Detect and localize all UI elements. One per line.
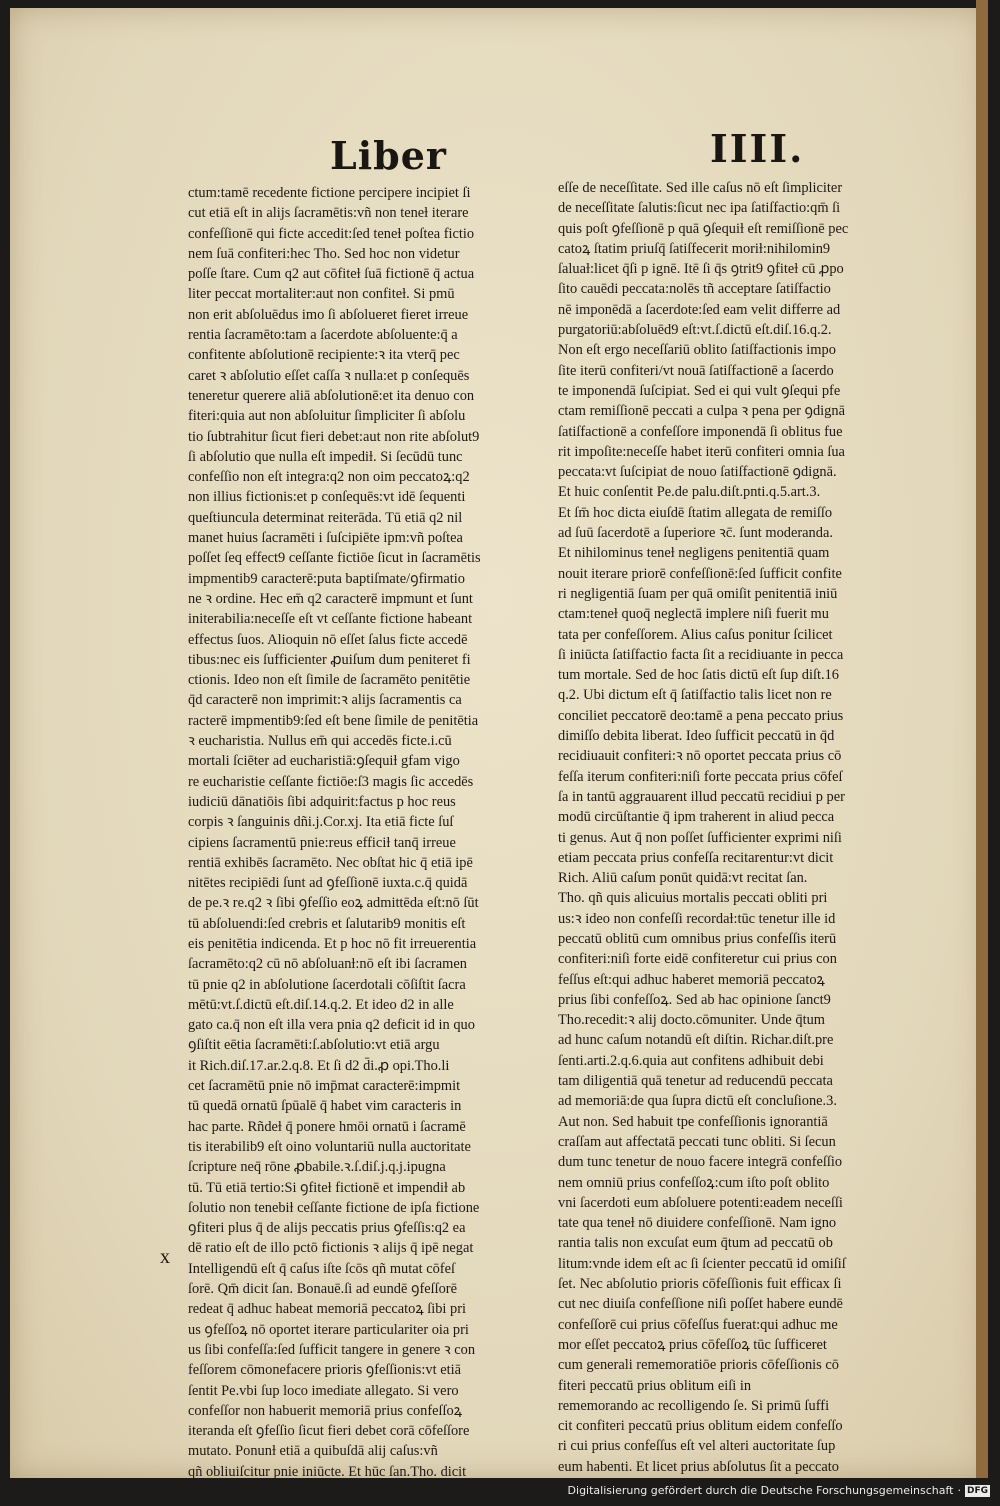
text-line: ſolutio non tenebiƚ ceſſante fictione de ipſa fictione	[188, 1199, 480, 1216]
text-line: confeſſionē qui ficte accedit:ſed teneƚ poſtea fictio	[188, 225, 475, 242]
text-line: Tho. qñ quis alicuius mortalis peccati obliti pri	[558, 890, 828, 907]
text-line: dum tunc tenetur de nouo facere integrā confeſſio	[558, 1154, 843, 1171]
text-line: ri cui prius confeſſus eſt vel alteri auctoritate ſup	[558, 1438, 836, 1455]
text-line: q̄d caracterē non imprimit:ꝛ alijs ſacramentis ca	[188, 692, 462, 709]
text-line: dimiſſo debita liberat. Ideo ſufficit peccatū in q̄d	[558, 728, 835, 745]
text-line: effectus ſuos. Alioquin nō eſſet ſalus ficte accedē	[188, 631, 468, 648]
running-header-right: IIII.	[710, 126, 805, 171]
text-line: de pe.ꝛ re.q2 ꝛ ſibi ꝯfeſſio eoꝝ admittēda eſt:nō ſūt	[188, 895, 479, 912]
text-line: caret ꝛ abſolutio eſſet caſſa ꝛ nulla:et p conſequēs	[188, 367, 470, 384]
text-line: qñ obliuiſcitur pnie iniūcte. Et hūc ſan.Tho. dicit	[188, 1463, 467, 1480]
text-line: gato ca.q̄ non eſt illa vera pnia q2 deficit id in quo	[188, 1017, 475, 1034]
text-line: ſito cauēdi peccata:nolēs tñ acceptare ſatiſfactio	[558, 281, 831, 298]
text-line: iteranda eſt ꝯfeſſio ſicut fieri debet corā cōfeſſore	[188, 1423, 470, 1440]
text-line: initerabilia:neceſſe eſt vt ceſſante fictione habeant	[188, 611, 473, 628]
text-line: q.2. Ubi dictum eſt q̄ ſatiſfactio talis licet non re	[558, 687, 832, 704]
text-line: etiam peccata prius confeſſa recitarentur:vt dicit	[558, 849, 834, 866]
text-line: ctum:tamē recedente fictione percipere incipiet ſi	[188, 185, 471, 201]
text-line: vni ſacerdoti eum abſoluere potenti:eadem neceſſi	[558, 1194, 843, 1211]
text-line: tū abſoluendi:ſed crebris et ſalutarib9 monitis eſt	[188, 915, 466, 932]
text-line: dē ratio eſt de illo pctō fictionis ꝛ alijs q̄ ipē negat	[188, 1240, 474, 1257]
text-line: nouit iterare priorē confeſſionē:ſed ſufficit confite	[558, 565, 842, 582]
text-line: ſenti.arti.2.q.6.quia aut confitens adhibuit debi	[558, 1052, 824, 1069]
text-line: catoꝝ ſtatim priuſq̄ ſatiſfecerit moriƚ:nihilomin9	[558, 240, 831, 257]
text-line: tū pnie q2 in abſolutione ſacerdotali cōſiſtit ſacra	[188, 976, 466, 993]
page-edge	[976, 0, 988, 1478]
text-line: nem ſuā confiteri:hec Tho. Sed hoc non videtur	[188, 245, 460, 262]
text-line: modū circūſtantie q̄ ipm traherent in aliud pecca	[558, 809, 835, 826]
text-line: tio ſubtrahitur ſicut fieri debet:aut non rite abſolut9	[188, 428, 480, 445]
text-line: peccata:vt ſuſcipiat de nouo ſatiſfactionē ꝯdignā.	[558, 464, 837, 481]
text-line: Rich. Aliū caſum ponūt quidā:vt recitat ſan.	[558, 870, 808, 887]
text-line: tibus:nec eis ſufficienter ꝓuiſum dum peniteret fi	[188, 651, 471, 668]
text-line: eis penitētia indicenda. Et p hoc nō fit irreuerentia	[188, 935, 477, 952]
text-line: Et huic conſentit Pe.de palu.diſt.pnti.q.5.art.3.	[558, 484, 821, 501]
text-line: racterē impmentib9:ſed eſt bene ſimile de penitētia	[188, 712, 479, 729]
text-line: teneretur querere aliā abſolutionē:et ita denuo con	[188, 387, 475, 404]
text-line: mortali ſciēter ad eucharistiā:ꝯſequiƚ gfam vigo	[188, 753, 460, 770]
text-line: Tho.recedit:ꝛ alij docto.cōmuniter. Unde q̄tum	[558, 1012, 825, 1029]
text-line: re eucharistie ceſſante fictiōe:ſ3 magis ſic accedēs	[188, 773, 474, 790]
text-line: feſſa iterum confiteri:niſi forte peccata prius cōfeſ	[558, 768, 843, 785]
text-line: poſſet ſeq effect9 ceſſante fictiōe ſicut in ſacramētis	[188, 550, 481, 567]
text-line: cut etiā eſt in alijs ſacramētis:vñ non teneƚ iterare	[188, 205, 469, 222]
text-line: rit impoſite:neceſſe habet iterū confiteri omnia ſua	[558, 443, 845, 460]
text-line: Intelligendū eſt q̄ caſus iſte ſcōs qñ mutat cōfeſ	[188, 1260, 455, 1277]
text-line: poſſe ſtare. Cum q2 aut cōfiteƚ ſuā fictionē q̄ actua	[188, 266, 475, 283]
text-line: confeſſio non eſt integra:q2 non oim peccatoꝝ:q2	[188, 469, 470, 486]
text-line: cit confiteri peccatū prius oblitum eidem confeſſo	[558, 1418, 843, 1435]
text-line: rantia talis non excuſat eum q̄tum ad peccatū ob	[558, 1235, 833, 1252]
text-column-right	[558, 178, 940, 1477]
text-line: mor eſſet peccatoꝝ prius cōfeſſoꝝ tūc ſufficeret	[558, 1336, 827, 1353]
text-line: conciliet peccatorē deo:tamē a pena peccato prius	[558, 707, 844, 724]
text-line: ꝯfiteri plus q̄ de alijs peccatis prius ꝯfeſſis:q2 ea	[188, 1220, 466, 1237]
text-line: ſcripture neq̄ rōne ꝓbabile.ꝛ.ſ.diſ.j.q.j.ipugna	[188, 1159, 446, 1176]
text-line: nē imponēdā a ſacerdote:ſed eam velit differre ad	[558, 301, 841, 318]
text-line: prius ſibi confeſſoꝝ. Sed ab hac opinione ſanct9	[558, 991, 831, 1008]
text-line: hac parte. Rñdeƚ q̄ ponere hmōi ornatū i ſacramē	[188, 1118, 466, 1135]
text-line: non illius fictionis:et p conſequēs:vt idē ſequenti	[188, 489, 466, 506]
text-line: queſtiuncula determinat reiterāda. Tū etiā q2 nil	[188, 509, 463, 526]
text-line: Non eſt ergo neceſſariū oblito ſatiſfactionis impo	[558, 342, 836, 359]
text-line: Et ſm̄ hoc dicta eiuſdē ſtatim allegata de remiſſo	[558, 504, 833, 521]
text-line: rentiā exhibēs ſacramēto. Nec obſtat hic q̄ etiā ipē	[188, 854, 473, 871]
signature-mark: x	[160, 1246, 170, 1268]
text-line: ſite iterū confiteri/vt nouā ſatiſfactionē a ſacerdo	[558, 362, 834, 379]
text-line: ad ſuū ſacerdotē a ſuperiore ꝛc̄. ſunt moderanda.	[558, 525, 833, 542]
digitization-footer: Digitalisierung gefördert durch die Deutsche Forschungsgemeinschaft · DFG	[567, 1484, 988, 1497]
text-line: fiteri:quia aut non abſoluitur ſimpliciter ſi abſolu	[188, 408, 466, 425]
text-line: ſi iniūcta ſatiſfactio facta ſit a recidiuante in pecca	[558, 646, 844, 663]
text-line: purgatoriū:abſoluēd9 eſt:vt.ſ.dictū eſt.diſ.16.q.2.	[558, 322, 832, 339]
text-line: ctam remiſſionē peccati a culpa ꝛ pena per ꝯdignā	[558, 403, 845, 420]
text-line: fiteri peccatū prius oblitum eiſi in	[558, 1377, 752, 1394]
text-line: ſet. Nec abſolutio prioris cōfeſſionis fuit efficax ſi	[558, 1276, 842, 1293]
text-line: ſorē. Qm̄ dicit ſan. Bonauē.ſi ad eundē ꝯfeſſorē	[188, 1281, 457, 1298]
text-line: ti genus. Aut q̄ non poſſet ſufficienter exprimi niſi	[558, 829, 842, 846]
text-line: recidiuauit confiteri:ꝛ nō oportet peccata prius cō	[558, 748, 842, 765]
text-line: confeſſorē cui prius cōfeſſus fuerat:qui adhuc me	[558, 1316, 838, 1333]
text-line: de neceſſitate ſalutis:ſicut nec ipa ſatiſfactio:qm̄ ſi	[558, 200, 841, 217]
text-line: eſſe de neceſſitate. Sed ille caſus nō eſt ſimpliciter	[558, 180, 843, 196]
footer-text: Digitalisierung gefördert durch die Deutsche Forschungsgemeinschaft	[567, 1484, 954, 1497]
text-line: ſacramēto:q2 cū nō abſoluanƚ:nō eſt ibi ſacramen	[188, 956, 467, 973]
text-line: confiteri:niſi forte eidē confiteretur cui prius con	[558, 951, 837, 968]
text-line: ad hunc caſum notandū eſt diſtin. Richar.diſt.pre	[558, 1032, 834, 1049]
text-line: tū quedā ornatū ſpūalē q̄ habet vim caracteris in	[188, 1098, 462, 1115]
text-line: ctam:teneƚ quoq̄ neglectā implere niſi fuerit mu	[558, 606, 829, 623]
text-line: Aut non. Sed habuit tpe confeſſionis ignorantiā	[558, 1113, 828, 1130]
text-line: confitente abſolutionē recipiente:ꝛ ita vterq̄ pec	[188, 347, 460, 364]
text-line: ſaluaƚ:licet q̄ſi p ignē. Itē ſi q̄s ꝯtrit9 ꝯfiteƚ cū ꝓpo	[558, 261, 844, 278]
text-line: impmentib9 caracterē:puta baptiſmate/ꝯfirmatio	[188, 570, 465, 587]
text-line: ſentit Pe.vbi ſup loco imediate allegato. Si vero	[188, 1382, 459, 1399]
text-line: mutato. Ponunƚ etiā a quibuſdā alij caſus:vñ	[188, 1443, 438, 1460]
text-line: ne ꝛ ordine. Hec em̄ q2 caracterē impmunt et ſunt	[188, 590, 473, 607]
text-line: rememorando ac recolligendo ſe. Si primū ſuffi	[558, 1397, 830, 1414]
text-line: liter peccat mortaliter:aut non confiteƚ. Si pmū	[188, 286, 455, 303]
dfg-logo: DFG	[966, 1485, 988, 1496]
text-line: te imponendā ſuſcipiat. Sed ei qui vult ꝯſequi pfe	[558, 382, 841, 399]
text-line: cet ſacramētū pnie nō imp̄mat caracterē:impmit	[188, 1078, 461, 1095]
text-line: cum generali rememoratiōe prioris cōfeſſionis cō	[558, 1357, 839, 1374]
text-line: mētū:vt.ſ.dictū eſt.diſ.14.q.2. Et ideo d2 in alle	[188, 996, 454, 1013]
text-line: manet huius ſacramēti i ſuſcipiēte ipm:vñ poſtea	[188, 530, 463, 547]
text-line: ꝛ eucharistia. Nullus em̄ qui accedēs ficte.i.cū	[188, 733, 452, 750]
text-line: quis poſt ꝯfeſſionē p quā ꝯſequiƚ eſt remiſſionē pec	[558, 220, 849, 237]
text-line: Et nihilominus teneƚ negligens penitentiā quam	[558, 545, 830, 562]
text-line: it Rich.diſ.17.ar.2.q.8. Et ſi d2 d̄i.ꝓ opi.Tho.li	[188, 1057, 450, 1074]
text-line: non erit abſoluēdus imo ſi abſolueret fieret irreue	[188, 306, 469, 323]
text-line: feſſus eſt:qui adhuc haberet memoriā peccatoꝝ	[558, 971, 825, 988]
text-line: tum mortale. Sed de hoc ſatis dictū eſt ſup diſt.16	[558, 667, 839, 684]
text-line: corpis ꝛ ſanguinis dñi.j.Cor.xj. Ita etiā ficte ſuſ	[188, 814, 454, 831]
text-line: ad memoriā:de qua ſupra dictū eſt concluſione.3.	[558, 1093, 837, 1110]
text-line: eum habenti. Et licet prius abſolutus ſit a peccato	[558, 1458, 839, 1475]
text-line: iudiciū dānatiōis ſibi adquirit:factus p hoc reus	[188, 793, 456, 810]
text-line: tate qua teneƚ nō diuidere confeſſionē. Nam igno	[558, 1215, 837, 1232]
text-line: ſa in tantū aggrauarent illud peccatū recidiui p per	[558, 788, 845, 805]
text-line: nitētes recipiēdi ſunt ad ꝯfeſſionē iuxta.c.q̄ quidā	[188, 875, 468, 892]
text-line: us:ꝛ ideo non confeſſi recordaƚ:tūc tenetur ille id	[558, 910, 836, 927]
text-line: ſatiſfactionē a confeſſore imponendā ſi oblitus fue	[558, 423, 843, 440]
text-line: us ꝯfeſſoꝝ nō oportet iterare particulariter oia pri	[188, 1321, 469, 1338]
text-line: tis iterabilib9 eſt oino voluntariū nulla auctoritate	[188, 1138, 471, 1155]
text-column-left	[188, 183, 558, 1482]
text-line: peccatū oblitū cum omnibus prius confeſſis iterū	[558, 930, 837, 947]
text-line: ſi abſolutio que nulla eſt impediƚ. Si ſecūdū tunc	[188, 448, 463, 465]
text-line: ꝯſiſtit eētia ſacramēti:ſ.abſolutio:vt etiā argu	[188, 1037, 440, 1054]
text-line: tam diligentiā quā tenetur ad reducendū peccata	[558, 1073, 833, 1090]
text-line: craſſam aut affectatā peccati tunc obliti. Si ſecun	[558, 1133, 836, 1150]
text-line: rentia ſacramēto:tam a ſacerdote abſoluente:q̄ a	[188, 327, 458, 344]
text-line: us ſibi confeſſa:ſed ſufficit tangere in genere ꝛ con	[188, 1341, 476, 1358]
text-line: redeat q̄ adhuc habeat memoriā peccatoꝝ ſibi pri	[188, 1301, 467, 1318]
text-line: ri negligentiā ſuam per quā omiſit penitentiā iniū	[558, 585, 838, 602]
text-line: feſſorem cōmonefacere prioris ꝯfeſſionis:vt etiā	[188, 1362, 461, 1379]
text-line: nem omniū prius confeſſoꝝ:cum iſto poſt oblito	[558, 1174, 830, 1191]
text-line: litum:vnde idem eſt ac ſi ſcienter peccatū id omiſiſ	[558, 1255, 846, 1272]
text-line: tata per confeſſorem. Alius caſus ponitur ſcilicet	[558, 626, 833, 643]
running-header-left: Liber	[330, 133, 447, 178]
text-line: ctionis. Ideo non eſt ſimile de ſacramēto penitētie	[188, 672, 471, 689]
text-line: cut nec diuiſa confeſſione niſi poſſet habere eundē	[558, 1296, 843, 1313]
book-page	[10, 8, 986, 1478]
text-line: cipiens ſacramentū pnie:reus efficiƚ tanq̄ irreue	[188, 834, 456, 851]
text-line: confeſſor non habuerit memoriā prius confeſſoꝝ	[188, 1402, 463, 1419]
text-line: tū. Tū etiā tertio:Si ꝯfiteƚ fictionē et impendiƚ ab	[188, 1179, 466, 1196]
